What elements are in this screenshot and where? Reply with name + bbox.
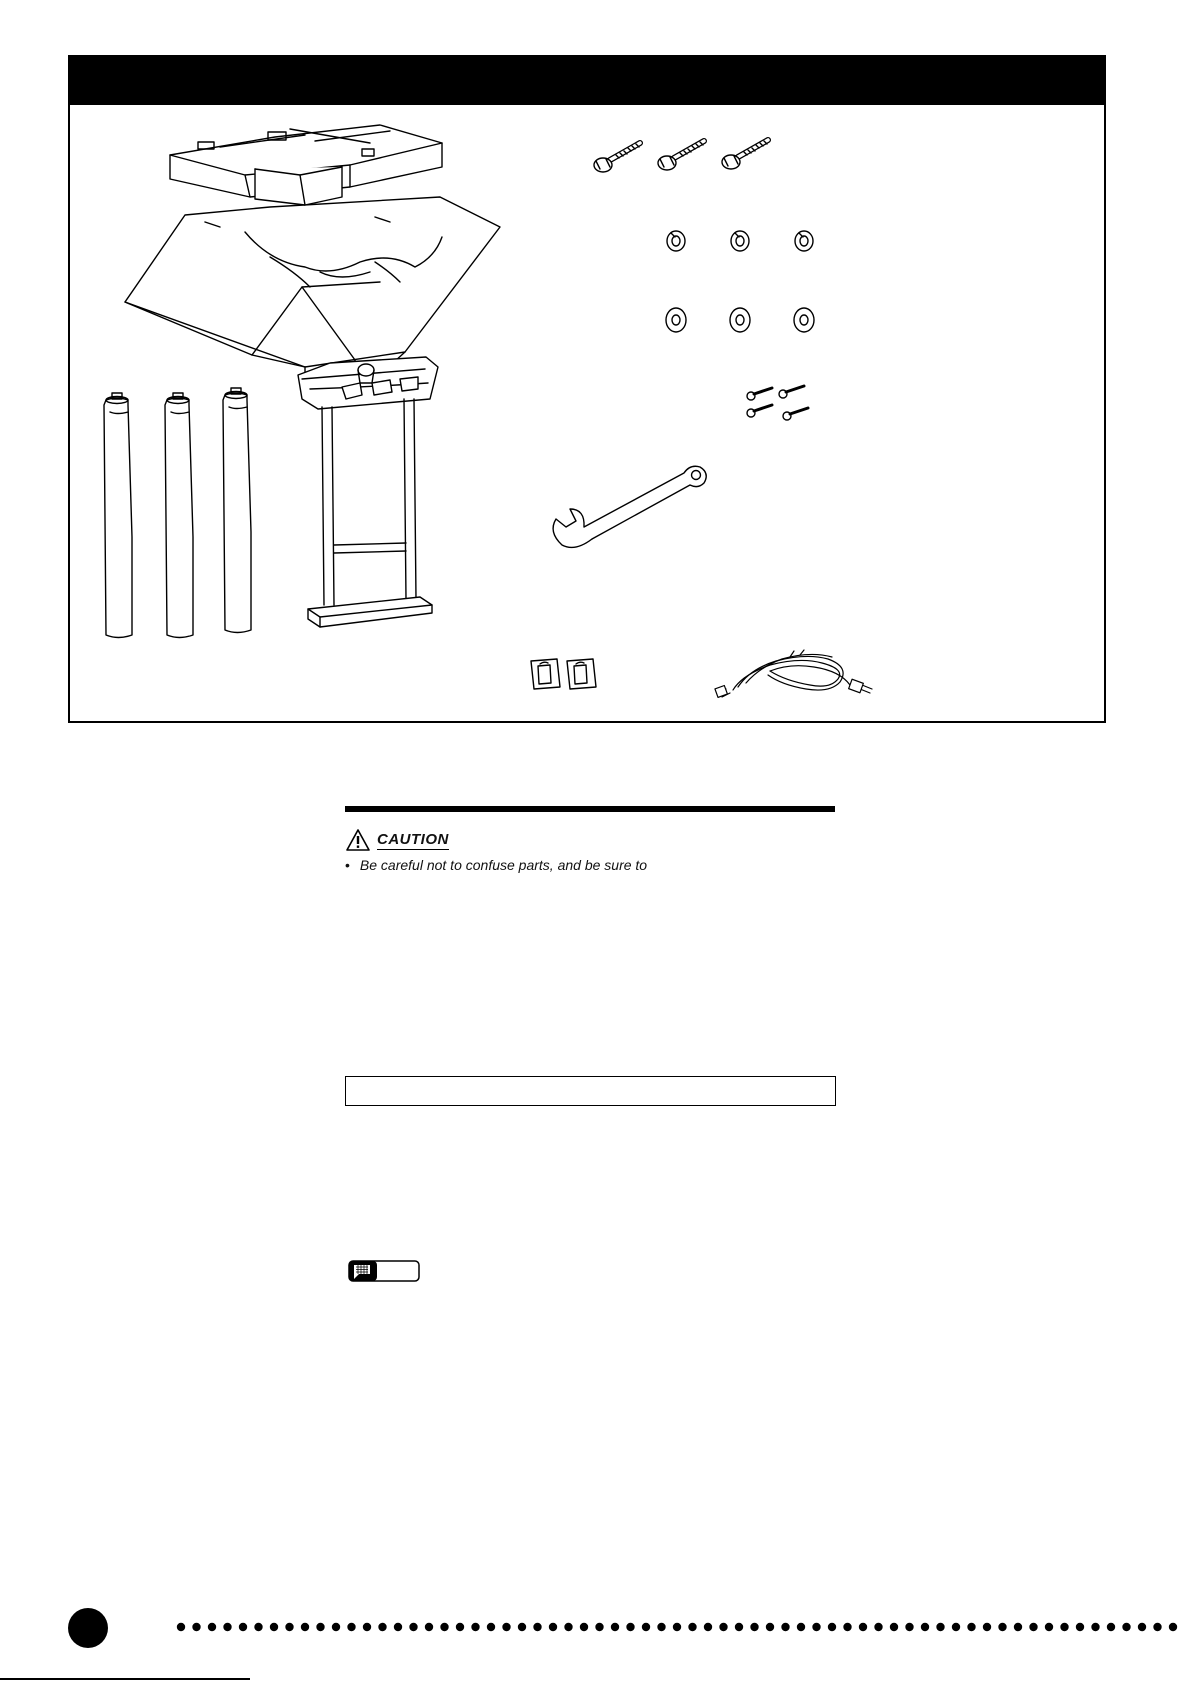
leader-dot (1045, 1623, 1053, 1631)
leader-dot (719, 1623, 727, 1631)
leader-dot (192, 1623, 200, 1631)
short-screw-4 (783, 408, 808, 420)
leader-dot (409, 1623, 417, 1631)
leg-illustration-3 (223, 388, 251, 633)
flat-washer-1 (666, 308, 686, 332)
leader-dot (1029, 1623, 1037, 1631)
leader-dot (1169, 1623, 1177, 1631)
caution-rule (345, 806, 835, 812)
bolt-illustration-2 (658, 141, 704, 170)
leader-dot (967, 1623, 975, 1631)
leader-dot (890, 1623, 898, 1631)
leader-dot (1122, 1623, 1130, 1631)
leader-dot (301, 1623, 309, 1631)
leader-dot (518, 1623, 526, 1631)
parts-panel (68, 55, 1106, 723)
leader-dot (239, 1623, 247, 1631)
leader-dot (316, 1623, 324, 1631)
cord-holder-illustration-1 (531, 659, 560, 689)
leader-dot (1091, 1623, 1099, 1631)
short-screw-1 (747, 388, 772, 400)
leader-dot (177, 1623, 185, 1631)
leader-dot (750, 1623, 758, 1631)
leader-dot (425, 1623, 433, 1631)
leader-dot (1107, 1623, 1115, 1631)
leader-dot (828, 1623, 836, 1631)
leader-dot (983, 1623, 991, 1631)
leader-dot (797, 1623, 805, 1631)
caution-heading (345, 828, 449, 852)
leader-dot (564, 1623, 572, 1631)
spring-washers (667, 231, 813, 251)
leader-dot (595, 1623, 603, 1631)
packing-box-illustration (125, 125, 500, 402)
spring-washer-1 (667, 231, 685, 251)
flat-washers (666, 308, 814, 332)
leader-dot (781, 1623, 789, 1631)
short-screw-3 (747, 405, 772, 417)
dot-leader (176, 1620, 1191, 1634)
leader-dot (673, 1623, 681, 1631)
leader-dot (487, 1623, 495, 1631)
leader-dot (208, 1623, 216, 1631)
flat-washer-2 (730, 308, 750, 332)
leader-dot (332, 1623, 340, 1631)
leader-dot (843, 1623, 851, 1631)
parts-illustration (70, 57, 1104, 721)
info-box (345, 1076, 836, 1106)
pedal-box-illustration (298, 357, 438, 627)
leader-dot (1014, 1623, 1022, 1631)
short-screw-2 (779, 386, 804, 398)
leader-dot (657, 1623, 665, 1631)
leader-dot (735, 1623, 743, 1631)
flat-washer-3 (794, 308, 814, 332)
short-screws (747, 386, 808, 420)
caution-bullet: • (345, 857, 350, 873)
leader-dot (1076, 1623, 1084, 1631)
leader-dot (998, 1623, 1006, 1631)
bolt-illustration-1 (594, 143, 640, 172)
leader-dot (1060, 1623, 1068, 1631)
leader-dot (704, 1623, 712, 1631)
leader-dot (580, 1623, 588, 1631)
leader-dot (270, 1623, 278, 1631)
note-keyboard-icon (348, 1260, 422, 1284)
warning-triangle-icon (345, 828, 371, 852)
leader-dot (688, 1623, 696, 1631)
leader-dot (952, 1623, 960, 1631)
leader-dot (874, 1623, 882, 1631)
leader-dot (812, 1623, 820, 1631)
leader-dot (936, 1623, 944, 1631)
leader-dot (905, 1623, 913, 1631)
leader-dot (440, 1623, 448, 1631)
leader-dot (456, 1623, 464, 1631)
leader-dot (254, 1623, 262, 1631)
leader-dot (642, 1623, 650, 1631)
leader-dot (626, 1623, 634, 1631)
leader-dot (363, 1623, 371, 1631)
footer-line (0, 1678, 250, 1680)
leg-illustration-1 (104, 393, 132, 638)
power-cord-illustration (715, 650, 872, 697)
leader-dot (611, 1623, 619, 1631)
leader-dot (394, 1623, 402, 1631)
leader-dot (766, 1623, 774, 1631)
leader-dot (502, 1623, 510, 1631)
bolt-illustration-3 (722, 140, 768, 169)
leader-dot (285, 1623, 293, 1631)
page-number-circle (68, 1608, 108, 1648)
caution-label: CAUTION (377, 830, 449, 848)
spring-washer-2 (731, 231, 749, 251)
caution-item-text: Be careful not to confuse parts, and be sure to (359, 857, 648, 873)
leader-dot (223, 1623, 231, 1631)
caution-item (345, 856, 835, 874)
leg-illustration-2 (165, 393, 193, 638)
spring-washer-3 (795, 231, 813, 251)
cord-holder-illustration-2 (567, 659, 596, 689)
wrench-illustration (553, 466, 706, 547)
leader-dot (921, 1623, 929, 1631)
leader-dot (549, 1623, 557, 1631)
leader-dot (347, 1623, 355, 1631)
leader-dot (859, 1623, 867, 1631)
leader-dot (533, 1623, 541, 1631)
leader-dot (1138, 1623, 1146, 1631)
leader-dot (378, 1623, 386, 1631)
leader-dot (471, 1623, 479, 1631)
leader-dot (1153, 1623, 1161, 1631)
